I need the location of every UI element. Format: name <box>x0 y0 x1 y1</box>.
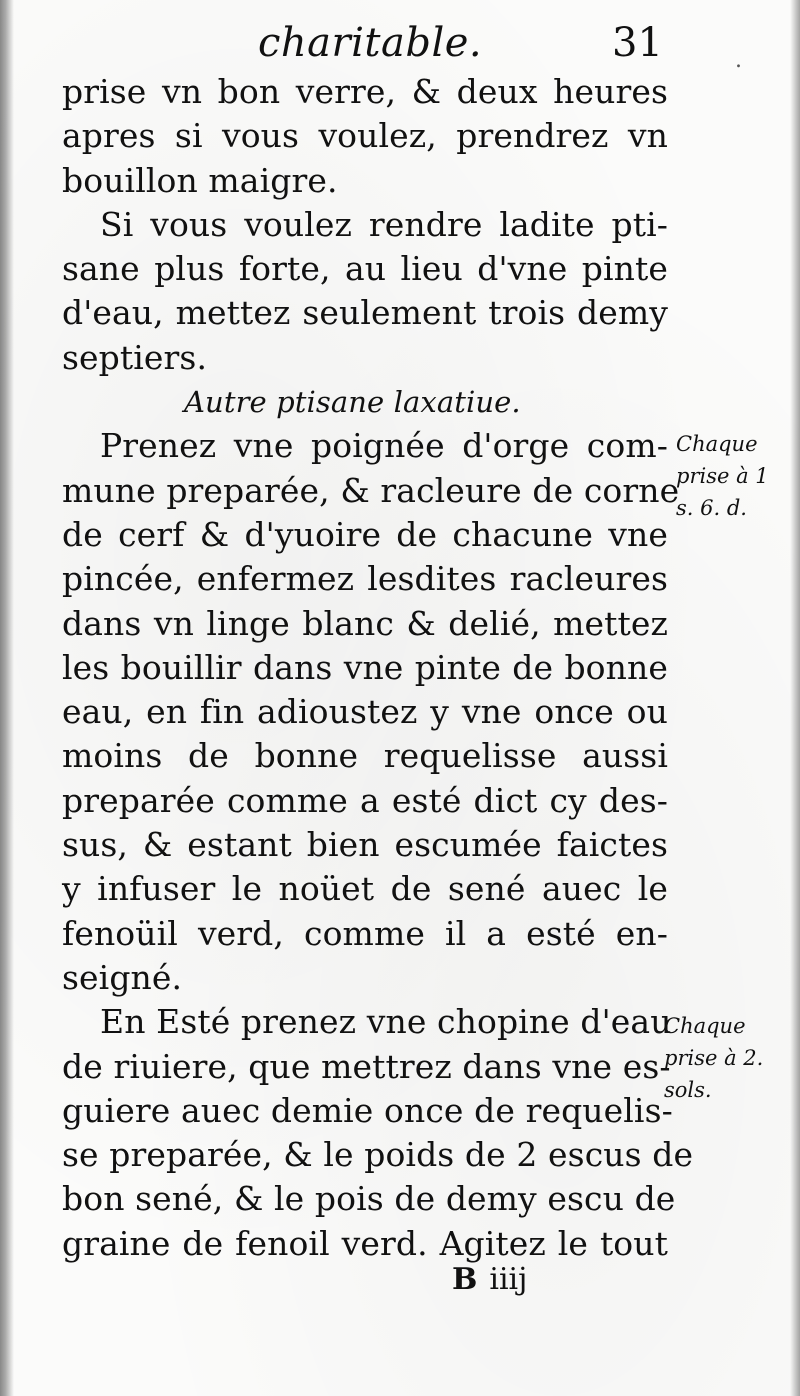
section-heading: Autre ptisane laxatiue. <box>184 385 521 420</box>
text-line: mune preparée, & racleure de corne <box>62 470 680 510</box>
text-line: guiere auec demie once de requelis- <box>62 1090 673 1130</box>
text-line: graine de fenoil verd. Agitez le tout <box>62 1223 668 1263</box>
margin-note-line: sols. <box>664 1078 712 1102</box>
text-line: dans vn linge blanc & delié, mettez <box>62 603 668 643</box>
running-title: charitable. <box>258 20 483 66</box>
text-line: En Esté prenez vne chopine d'eau <box>100 1002 672 1042</box>
margin-note-line: Chaque <box>676 432 758 456</box>
text-line: Si vous voulez rendre ladite pti- <box>100 204 668 244</box>
margin-note-line: prise à 1 <box>676 464 769 488</box>
signature-mark <box>452 1262 527 1297</box>
ink-speck: . <box>735 48 742 73</box>
text-line: y infuser le noüet de sené auec le <box>62 869 668 909</box>
text-line: sus, & estant bien escumée faictes <box>62 825 668 865</box>
signature-letter: B <box>452 1262 478 1297</box>
text-line: bouillon maigre. <box>62 160 338 200</box>
text-line: preparée comme a esté dict cy des- <box>62 780 668 820</box>
text-line: pincée, enfermez lesdites racleures <box>62 559 668 599</box>
text-line: se preparée, & le poids de 2 escus de <box>62 1135 694 1175</box>
text-line: fenoüil verd, comme il a esté en- <box>62 913 668 953</box>
text-line: bon sené, & le pois de demy escu de <box>62 1179 676 1219</box>
text-line: septiers. <box>62 337 208 377</box>
text-line: prise vn bon verre, & deux heures <box>62 72 668 111</box>
page-header <box>0 18 800 78</box>
text-line: d'eau, mettez seulement trois demy <box>62 293 668 333</box>
margin-note-line: s. 6. d. <box>676 496 747 520</box>
margin-note-price-1 <box>676 428 769 524</box>
margin-note-price-2 <box>664 1010 763 1106</box>
text-line: moins de bonne requelisse aussi <box>62 736 668 776</box>
margin-note-line: Chaque <box>664 1014 746 1038</box>
text-line: eau, en fin adioustez y vne once ou <box>62 692 668 732</box>
text-line: les bouillir dans vne pinte de bonne <box>62 647 668 687</box>
signature-number: iiij <box>489 1262 528 1297</box>
text-line: apres si vous voulez, prendrez vn <box>62 116 668 156</box>
text-line: seigné. <box>62 957 183 997</box>
page-number: 31 <box>612 20 663 66</box>
text-line: sane plus forte, au lieu d'vne pinte <box>62 249 668 289</box>
page-right-shadow <box>790 0 800 1396</box>
page-left-shadow <box>0 0 14 1396</box>
text-line: de cerf & d'yuoire de chacune vne <box>62 514 668 554</box>
margin-note-line: prise à 2. <box>664 1046 764 1070</box>
text-line: de riuiere, que mettrez dans vne es- <box>62 1046 671 1086</box>
text-line: Prenez vne poignée d'orge com- <box>100 426 668 466</box>
